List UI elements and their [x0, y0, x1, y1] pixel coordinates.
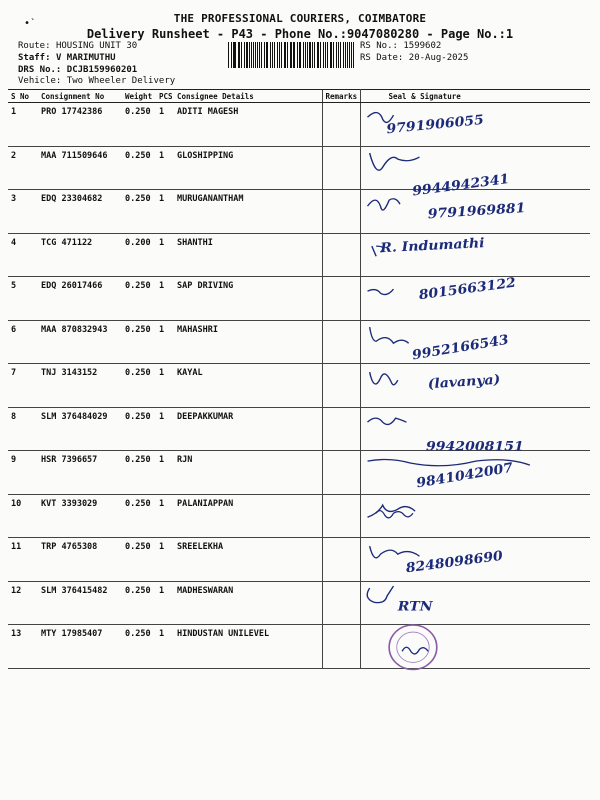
cell-sno: 8 [8, 407, 38, 451]
company-title: THE PROFESSIONAL COURIERS, COIMBATORE [173, 12, 427, 25]
cell-consignee: RJN [174, 451, 322, 495]
barcode-bar [323, 42, 324, 68]
handwritten-text: RTN [397, 598, 433, 614]
barcode-bar [330, 42, 331, 68]
barcode-bar [293, 42, 294, 68]
rs-no-value: 1599602 [403, 41, 442, 51]
table-row [8, 364, 590, 408]
cell-signature [360, 364, 590, 408]
cell-pcs: 1 [156, 451, 174, 495]
cell-signature [360, 451, 590, 495]
handwritten-text: 9952166543 [410, 331, 510, 363]
cell-signature [360, 190, 590, 234]
barcode-bar [300, 42, 301, 68]
barcode-bar [231, 42, 232, 68]
col-consignee: Consignee Details [174, 90, 322, 103]
barcode-bar [307, 42, 308, 68]
barcode [228, 42, 356, 68]
barcode-bar [274, 42, 275, 68]
corner-mark: •̀ [24, 18, 31, 29]
cell-consignment: EDQ 23304682 [38, 190, 122, 234]
staff-label: Staff: [18, 53, 51, 63]
cell-pcs: 1 [156, 233, 174, 277]
table-row [8, 103, 590, 147]
cell-sno: 1 [8, 103, 38, 147]
barcode-bar [238, 42, 239, 68]
cell-remarks [322, 146, 360, 190]
cell-remarks [322, 581, 360, 625]
cell-sno: 7 [8, 364, 38, 408]
col-remarks: Remarks [322, 90, 360, 103]
rs-date-value: 20-Aug-2025 [408, 53, 469, 63]
cell-consignee: SREELEKHA [174, 538, 322, 582]
runsheet-title: Delivery Runsheet - P43 - Phone No.:9047080280 - Page No.:1 [86, 27, 514, 41]
cell-pcs: 1 [156, 625, 174, 669]
handwritten-signature [361, 582, 591, 625]
barcode-bar [297, 42, 298, 68]
barcode-bar [314, 42, 315, 68]
cell-weight: 0.250 [122, 538, 156, 582]
cell-signature [360, 103, 590, 147]
barcode-bar [327, 42, 328, 68]
barcode-bar [338, 42, 339, 68]
barcode-bar [320, 42, 321, 68]
barcode-bar [249, 42, 250, 68]
cell-signature [360, 277, 590, 321]
barcode-bar [255, 42, 256, 68]
rs-date-label: RS Date: [360, 53, 404, 63]
cell-pcs: 1 [156, 538, 174, 582]
staff-value: V MARIMUTHU [55, 53, 116, 63]
barcode-bar [343, 42, 345, 68]
cell-pcs: 1 [156, 146, 174, 190]
barcode-bar [347, 42, 348, 68]
cell-weight: 0.250 [122, 625, 156, 669]
route-label: Route: [18, 41, 51, 51]
signature-stroke [402, 647, 428, 654]
handwritten-signature [361, 147, 591, 199]
barcode-bar [234, 42, 236, 68]
cell-weight: 0.250 [122, 146, 156, 190]
cell-consignee: MAHASHRI [174, 320, 322, 364]
cell-remarks [322, 451, 360, 495]
cell-weight: 0.250 [122, 320, 156, 364]
handwritten-signature [361, 103, 591, 146]
cell-consignment: SLM 376415482 [38, 581, 122, 625]
cell-consignment: MAA 870832943 [38, 320, 122, 364]
cell-consignee: DEEPAKKUMAR [174, 407, 322, 451]
cell-consignee: ADITI MAGESH [174, 103, 322, 147]
cell-signature [360, 625, 590, 669]
barcode-bar [290, 42, 292, 68]
cell-remarks [322, 320, 360, 364]
cell-consignee: PALANIAPPAN [174, 494, 322, 538]
col-seal: Seal & Signature [360, 90, 590, 103]
cell-sno: 12 [8, 581, 38, 625]
cell-pcs: 1 [156, 320, 174, 364]
cell-sno: 6 [8, 320, 38, 364]
cell-pcs: 1 [156, 103, 174, 147]
col-sno: S No [8, 90, 38, 103]
cell-sno: 11 [8, 538, 38, 582]
cell-weight: 0.250 [122, 277, 156, 321]
cell-sno: 10 [8, 494, 38, 538]
cell-consignment: MAA 711509646 [38, 146, 122, 190]
table-row [8, 190, 590, 234]
handwritten-text: 8248098690 [404, 548, 504, 577]
cell-signature [360, 494, 590, 538]
table-header-row [8, 90, 590, 103]
cell-pcs: 1 [156, 581, 174, 625]
route-line [18, 41, 137, 51]
rs-no-label: RS No.: [360, 41, 398, 51]
runsheet-table [8, 89, 590, 669]
handwritten-signature [361, 321, 591, 364]
barcode-bar [272, 42, 273, 68]
cell-remarks [322, 494, 360, 538]
cell-pcs: 1 [156, 277, 174, 321]
cell-sno: 5 [8, 277, 38, 321]
table-row [8, 625, 590, 669]
barcode-bar [353, 42, 354, 68]
cell-consignment: TCG 471122 [38, 233, 122, 277]
handwritten-text: (lavanya) [426, 371, 501, 393]
barcode-bar [349, 42, 350, 68]
handwritten-signature [361, 277, 591, 320]
signature-stroke [369, 153, 419, 170]
vehicle-label: Vehicle: [18, 76, 62, 86]
rs-no-line [360, 41, 441, 51]
cell-consignee: MURUGANANTHAM [174, 190, 322, 234]
cell-consignment: TRP 4765308 [38, 538, 122, 582]
signature-stroke [376, 510, 413, 517]
drs-label: DRS No.: [18, 65, 62, 75]
cell-sno: 3 [8, 190, 38, 234]
cell-consignment: SLM 376484029 [38, 407, 122, 451]
table-row [8, 451, 590, 495]
barcode-bar [264, 42, 265, 68]
barcode-bar [253, 42, 254, 68]
cell-weight: 0.250 [122, 103, 156, 147]
cell-sno: 9 [8, 451, 38, 495]
barcode-bar [257, 42, 258, 68]
barcode-bar [266, 42, 267, 68]
cell-weight: 0.250 [122, 581, 156, 625]
cell-pcs: 1 [156, 494, 174, 538]
signature-stroke [369, 372, 397, 385]
rs-date-line [360, 53, 468, 63]
signature-stroke [369, 327, 408, 343]
handwritten-signature [361, 451, 591, 494]
cell-remarks [322, 190, 360, 234]
barcode-bar [294, 42, 295, 68]
barcode-bar [259, 42, 260, 68]
cell-remarks [322, 103, 360, 147]
handwritten-signature [361, 190, 591, 233]
cell-sno: 2 [8, 146, 38, 190]
barcode-bar [333, 42, 334, 68]
cell-consignee: SHANTHI [174, 233, 322, 277]
cell-consignee: SAP DRIVING [174, 277, 322, 321]
table-row [8, 146, 590, 190]
col-pcs: PCS [156, 90, 174, 103]
table-row [8, 233, 590, 277]
barcode-bar [284, 42, 285, 68]
barcode-bar [279, 42, 281, 68]
cell-weight: 0.250 [122, 407, 156, 451]
cell-consignment: MTY 17985407 [38, 625, 122, 669]
cell-pcs: 1 [156, 364, 174, 408]
table-row [8, 320, 590, 364]
table-row [8, 494, 590, 538]
staff-line [18, 53, 116, 63]
cell-consignment: EDQ 26017466 [38, 277, 122, 321]
barcode-bar [277, 42, 278, 68]
signature-stroke [369, 546, 419, 558]
barcode-bar [336, 42, 337, 68]
handwritten-signature [361, 234, 591, 277]
handwritten-text: 9944942341 [410, 170, 510, 199]
table-row [8, 581, 590, 625]
cell-signature [360, 233, 590, 277]
handwritten-signature [361, 538, 591, 581]
handwritten-text: 9791906055 [385, 112, 485, 138]
cell-signature [360, 320, 590, 364]
cell-remarks [322, 277, 360, 321]
barcode-bar [331, 42, 332, 68]
cell-consignee: HINDUSTAN UNILEVEL [174, 625, 322, 669]
barcode-bar [246, 42, 248, 68]
barcode-bar [299, 42, 300, 68]
signature-stroke [367, 586, 393, 603]
cell-consignment: TNJ 3143152 [38, 364, 122, 408]
cell-consignee: GLOSHIPPING [174, 146, 322, 190]
barcode-bar [312, 42, 313, 68]
cell-consignee: MADHESWARAN [174, 581, 322, 625]
barcode-bar [261, 42, 263, 68]
signature-stroke [367, 289, 393, 294]
handwritten-text: R. Indumathi [379, 235, 485, 256]
signature-stroke [367, 418, 406, 424]
signature-stroke [367, 199, 399, 210]
cell-remarks [322, 538, 360, 582]
cell-weight: 0.250 [122, 451, 156, 495]
vehicle-value: Two Wheeler Delivery [66, 76, 176, 86]
cell-consignment: PRO 17742386 [38, 103, 122, 147]
barcode-bar [267, 42, 268, 68]
barcode-bar [233, 42, 234, 68]
barcode-bar [305, 42, 306, 68]
cell-signature [360, 146, 590, 199]
table-row [8, 538, 590, 582]
barcode-bar [317, 42, 318, 68]
barcode-bar [340, 42, 341, 68]
cell-consignment: HSR 7396657 [38, 451, 122, 495]
barcode-bar [244, 42, 245, 68]
cell-pcs: 1 [156, 407, 174, 451]
handwritten-text: 8015663122 [417, 275, 517, 304]
col-weight: Weight [122, 90, 156, 103]
handwritten-text: 9791969881 [426, 200, 526, 223]
handwritten-signature [361, 495, 591, 538]
barcode-bar [251, 42, 252, 68]
cell-remarks [322, 233, 360, 277]
cell-signature [360, 538, 590, 582]
route-value: HOUSING UNIT 30 [55, 41, 138, 51]
cell-consignment: KVT 3393029 [38, 494, 122, 538]
cell-sno: 13 [8, 625, 38, 669]
barcode-bar [285, 42, 286, 68]
barcode-bar [239, 42, 240, 68]
handwritten-signature [361, 625, 591, 668]
cell-weight: 0.250 [122, 190, 156, 234]
barcode-bar [228, 42, 229, 68]
cell-weight: 0.250 [122, 494, 156, 538]
table-row [8, 277, 590, 321]
barcode-bar [241, 42, 242, 68]
cell-weight: 0.200 [122, 233, 156, 277]
handwritten-signature [361, 408, 591, 454]
handwritten-signature [361, 364, 591, 407]
barcode-bar [309, 42, 311, 68]
cell-weight: 0.250 [122, 364, 156, 408]
cell-sno: 4 [8, 233, 38, 277]
barcode-bar [318, 42, 319, 68]
handwritten-text: 9841042007 [414, 460, 514, 492]
cell-remarks [322, 364, 360, 408]
drs-line [18, 65, 137, 75]
cell-remarks [322, 407, 360, 451]
barcode-bar [325, 42, 327, 68]
drs-value: DCJB159960201 [66, 65, 138, 75]
barcode-bar [270, 42, 271, 68]
cell-signature [360, 581, 590, 625]
cell-pcs: 1 [156, 190, 174, 234]
cell-consignee: KAYAL [174, 364, 322, 408]
barcode-bar [303, 42, 304, 68]
vehicle-line [18, 76, 175, 86]
cell-signature [360, 407, 590, 454]
cell-remarks [322, 625, 360, 669]
table-row [8, 407, 590, 451]
barcode-bar [287, 42, 288, 68]
handwritten-text: 9942008151 [425, 438, 524, 454]
barcode-bar [281, 42, 282, 68]
barcode-bar [351, 42, 352, 68]
barcode-bar [345, 42, 346, 68]
col-consignment: Consignment No [38, 90, 122, 103]
